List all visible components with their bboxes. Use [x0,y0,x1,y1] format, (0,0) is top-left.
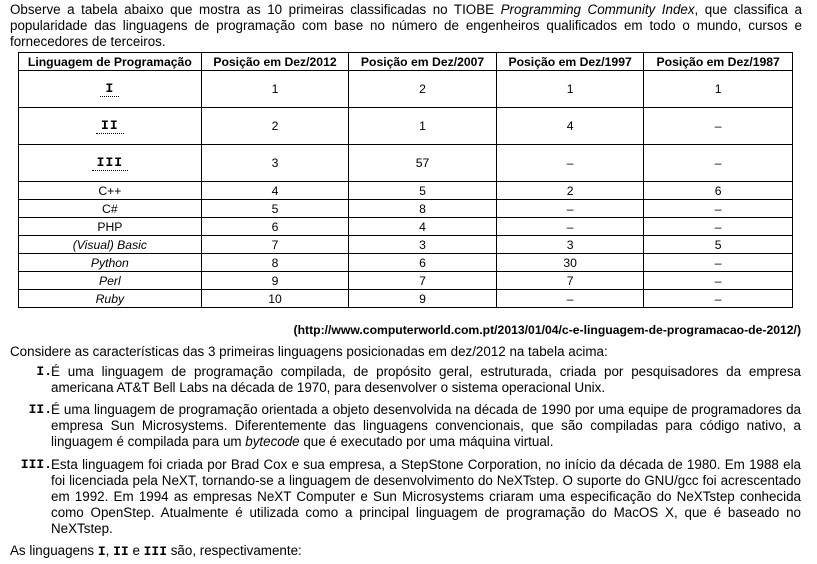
language-cell: PHP [19,218,202,236]
cell-1987: 5 [644,236,793,254]
cell-2012: 6 [201,218,349,236]
statement-text: Esta linguagem foi criada por Brad Cox e sua empresa, a StepStone Corporation, no início da década de 1980. Em 1988 ela foi licenciada pela NeXT, tornando-se a linguagem de desenvolvimento do NeXTstep. O suporte do GNU/gcc foi acrescentado em 1992. Em 1994 as empresas NeXT Computer e Sun Microsystems criaram uma especificação do NeXTstep conhecida como OpenStep. Atualmente é utilizada como a principal linguagem de programação do MacOS X, que é baseado no NeXTstep. [51,457,801,536]
statement-text-start: É uma linguagem de programação orientada a objeto desenvolvida na década de 1990 por uma equipe de programadores da empresa Sun Microsystems. Diferentemente das linguagens convencionais, que são compiladas para código nativo, a linguagem é compilada para um [51,402,801,449]
statement-text [51,402,801,450]
language-cell: Python [19,254,202,272]
cell-1997: 1 [496,71,644,108]
cell-2012: 10 [201,290,349,308]
roman-ii: II [113,544,129,559]
cell-2007: 1 [349,108,497,145]
cell-2007: 2 [349,71,497,108]
cell-2007: 4 [349,218,497,236]
cell-1997: 3 [496,236,644,254]
language-cell: Perl [19,272,202,290]
question-prompt [10,543,302,560]
cell-1987: – [644,254,793,272]
intro-italic-index: Programming Community Index [500,2,695,17]
statement-number: III. [20,457,52,472]
cell-2007: 3 [349,236,497,254]
cell-1997: – [496,145,644,182]
cell-2012: 5 [201,200,349,218]
language-cell: Ruby [19,290,202,308]
statement-number: II. [28,402,52,417]
language-cell: C++ [19,182,202,200]
cell-1987: – [644,145,793,182]
cell-2007: 6 [349,254,497,272]
table-row [19,145,793,182]
consider-statement: Considere as características das 3 primeiras linguagens posicionadas em dez/2012 na tabela acima: [10,344,608,359]
header-language: Linguagem de Programação [19,53,202,71]
cell-2012: 1 [201,71,349,108]
table-row [19,71,793,108]
cell-1997: 30 [496,254,644,272]
cell-1987: – [644,200,793,218]
roman-i: I [97,544,106,559]
header-dec-2012: Posição em Dez/2012 [201,53,349,71]
prompt-prefix: As linguagens [10,543,98,558]
table-row [19,200,793,218]
intro-text-end: , que classifica a popularidade das linguagens de programação com base no número de engenheiros qualificados em todo o mundo, cursos e fornecedores de terceiros. [10,2,803,49]
statement-iii [10,457,801,537]
bytecode-term: bytecode [245,434,300,449]
statement-text-end: que é executado por uma máquina virtual. [299,434,554,449]
prompt-sep-2: e [128,543,144,558]
cell-2012: 3 [201,145,349,182]
header-dec-2007: Posição em Dez/2007 [349,53,497,71]
table-row [19,272,793,290]
table-header-row [19,53,793,71]
prompt-suffix: são, respectivamente: [167,543,302,558]
language-placeholder: II [96,120,124,134]
prompt-sep-1: , [105,543,114,558]
language-cell [19,71,202,108]
tiobe-ranking-table [18,52,793,308]
cell-1997: – [496,290,644,308]
language-placeholder: I [100,83,119,97]
cell-2012: 7 [201,236,349,254]
cell-2007: 57 [349,145,497,182]
table-row [19,182,793,200]
language-cell: (Visual) Basic [19,236,202,254]
cell-2012: 8 [201,254,349,272]
cell-1997: – [496,200,644,218]
cell-2007: 9 [349,290,497,308]
cell-2012: 2 [201,108,349,145]
language-cell: C# [19,200,202,218]
roman-iii: III [143,544,168,559]
language-placeholder: III [92,157,128,171]
cell-2007: 8 [349,200,497,218]
language-cell [19,108,202,145]
cell-1987: 6 [644,182,793,200]
table-row [19,218,793,236]
statement-text: É uma linguagem de programação compilada, de propósito geral, estruturada, criada por pesquisadores da empresa americana AT&T Bell Labs na década de 1970, para desenvolver o sistema operacional Unix. [51,364,801,395]
cell-1997: 7 [496,272,644,290]
table-row [19,254,793,272]
cell-1987: – [644,272,793,290]
cell-1997: 2 [496,182,644,200]
cell-1987: – [644,290,793,308]
statement-number: I. [36,364,52,379]
statement-i [10,364,801,396]
cell-1987: – [644,218,793,236]
header-dec-1997: Posição em Dez/1997 [496,53,644,71]
cell-1987: – [644,108,793,145]
cell-1997: – [496,218,644,236]
cell-2012: 4 [201,182,349,200]
cell-2007: 7 [349,272,497,290]
source-citation: (http://www.computerworld.com.pt/2013/01/04/c-e-linguagem-de-programacao-de-2012/) [293,323,801,337]
intro-text-start: Observe a tabela abaixo que mostra as 10 primeiras classificadas no TIOBE [10,2,501,17]
language-cell [19,145,202,182]
cell-1997: 4 [496,108,644,145]
statement-ii [10,402,801,450]
cell-2007: 5 [349,182,497,200]
header-dec-1987: Posição em Dez/1987 [644,53,793,71]
table-row [19,290,793,308]
intro-paragraph [10,2,802,50]
table-row [19,108,793,145]
cell-2012: 9 [201,272,349,290]
cell-1987: 1 [644,71,793,108]
table-row [19,236,793,254]
